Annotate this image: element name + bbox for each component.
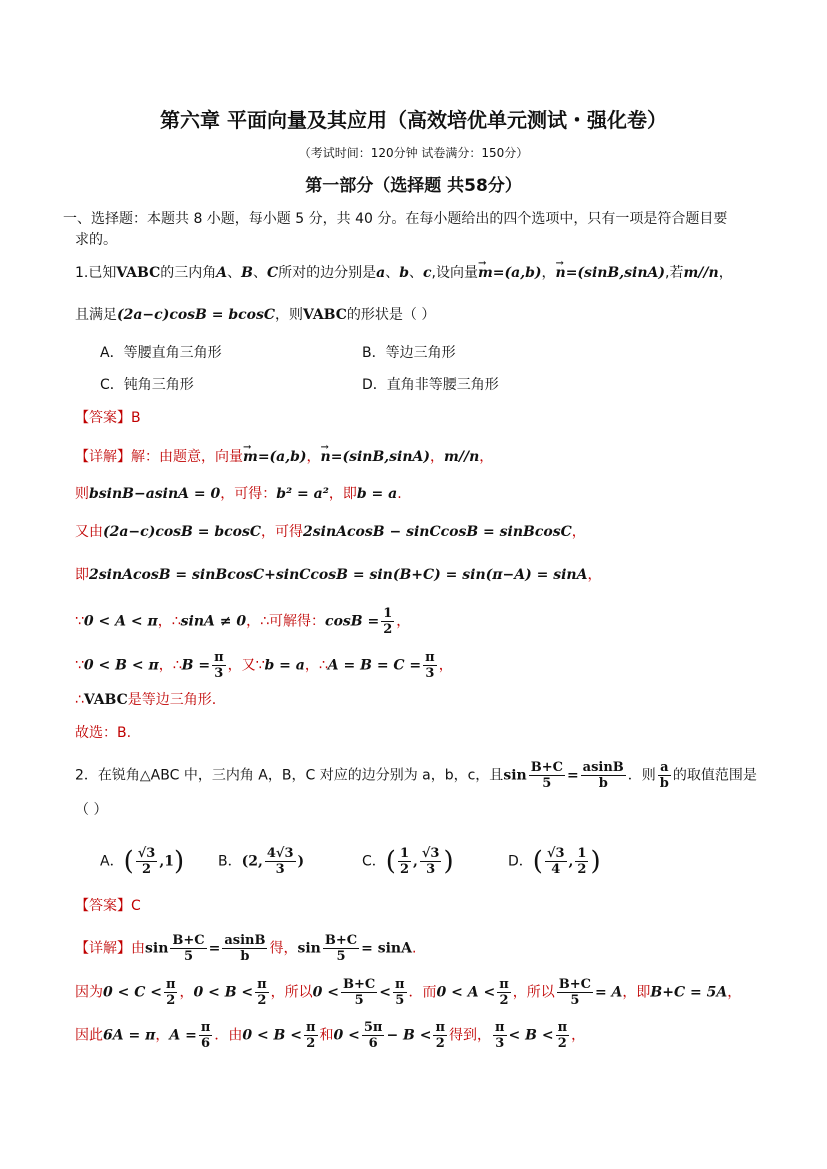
q1-option-c: C．钝角三角形: [100, 377, 194, 393]
q1-detail-line6: ∵0 < B < π，∴B = $\frac{\pi}{3}$ ，又∵b = a，∴A = B = C = $\frac{\pi}{3}$ ，: [75, 650, 453, 681]
q2-detail-line3: 因此6A = π，A = $\frac{\pi}{6}$ ．由0 < B < $\frac{\pi}{2}$ 和0 < $\frac{5\pi}{6}$ − B < $\frac{\pi}{2}$ 得到， $\frac{\pi}{3}$ < B < $\frac{\pi}{2}$ ，: [75, 1020, 586, 1051]
q2-answer: 【答案】C: [75, 898, 141, 914]
section-instruction-line2: 求的。: [75, 232, 117, 248]
q2-stem-line2: （ ）: [75, 802, 108, 818]
q1-detail-line8: 故选：B.: [75, 725, 132, 741]
q1-detail-line4: 即2sinAcosB = sinBcosC+sinCcosB = sin(B+C) = sin(π−A) = sinA，: [75, 567, 602, 583]
q1-detail-line7: ∴VABC是等边三角形.: [75, 692, 217, 708]
q1-detail-line5: ∵0 < A < π，∴sinA ≠ 0，∴可解得：cosB = $\frac{1}{2}$ ，: [75, 606, 411, 637]
q1-detail-line1: 【详解】解：由题意，向量→ m=(a,b)，→ n=(sinB,sinA)，m//n，: [75, 447, 493, 467]
exam-info: （考试时间：120分钟 试卷满分：150分）: [298, 146, 529, 160]
q1-option-a: A．等腰直角三角形: [100, 345, 222, 361]
q2-option-d: D．( $\frac{√3}{4}$ , $\frac{1}{2}$ ): [508, 846, 601, 877]
section-instruction-line1: 一、选择题：本题共 8 小题，每小题 5 分，共 40 分。在每小题给出的四个选项中，只有一项是符合题目要: [63, 211, 728, 227]
page-title: 第六章 平面向量及其应用（高效培优单元测试・强化卷）: [160, 108, 667, 132]
q2-detail-line2: 因为0 < C < $\frac{\pi}{2}$ ，0 < B < $\frac{\pi}{2}$ ，所以0 < $\frac{B+C}{5}$ < $\frac{\pi}{5}$ ．而0 < A < $\frac{\pi}{2}$ ，所以 $\frac{B+C}{5}$ = A，即B+C = 5A，: [75, 977, 742, 1008]
q1-detail-line3: 又由(2a−c)cosB = bcosC，可得2sinAcosB − sinCcosB = sinBcosC，: [75, 524, 586, 540]
q2-detail-line1: 【详解】由sin $\frac{B+C}{5}$ = $\frac{asinB}{b}$ 得，sin $\frac{B+C}{5}$ = sinA.: [75, 933, 417, 964]
q2-stem-line1: 2．在锐角△ABC 中，三内角 A，B，C 对应的边分别为 a，b，c，且sin $\frac{B+C}{5}$ = $\frac{asinB}{b}$ ．则 $\frac{a}{b}$ 的取值范围是: [75, 760, 757, 791]
part-heading: 第一部分（选择题 共58分）: [305, 176, 522, 196]
q1-answer: 【答案】B: [75, 410, 141, 426]
q2-option-b: B．(2, $\frac{4√3}{3}$ ): [218, 846, 305, 877]
q1-option-d: D．直角非等腰三角形: [362, 377, 499, 393]
q2-option-a: A．( $\frac{√3}{2}$ ,1): [100, 846, 185, 877]
q1-stem-line2: 且满足(2a−c)cosB = bcosC，则VABC的形状是（ ）: [75, 307, 436, 323]
q1-option-b: B．等边三角形: [362, 345, 456, 361]
q1-detail-line2: 则bsinB−asinA = 0，可得：b² = a²，即b = a.: [75, 486, 402, 502]
q2-option-c: C．( $\frac{1}{2}$ , $\frac{√3}{3}$ ): [362, 846, 454, 877]
q1-stem-line1: 1.已知VABC的三内角A、B、C所对的边分别是a、b、c,设向量→ m=(a,b)，→ n=(sinB,sinA),若m//n，: [75, 263, 733, 283]
